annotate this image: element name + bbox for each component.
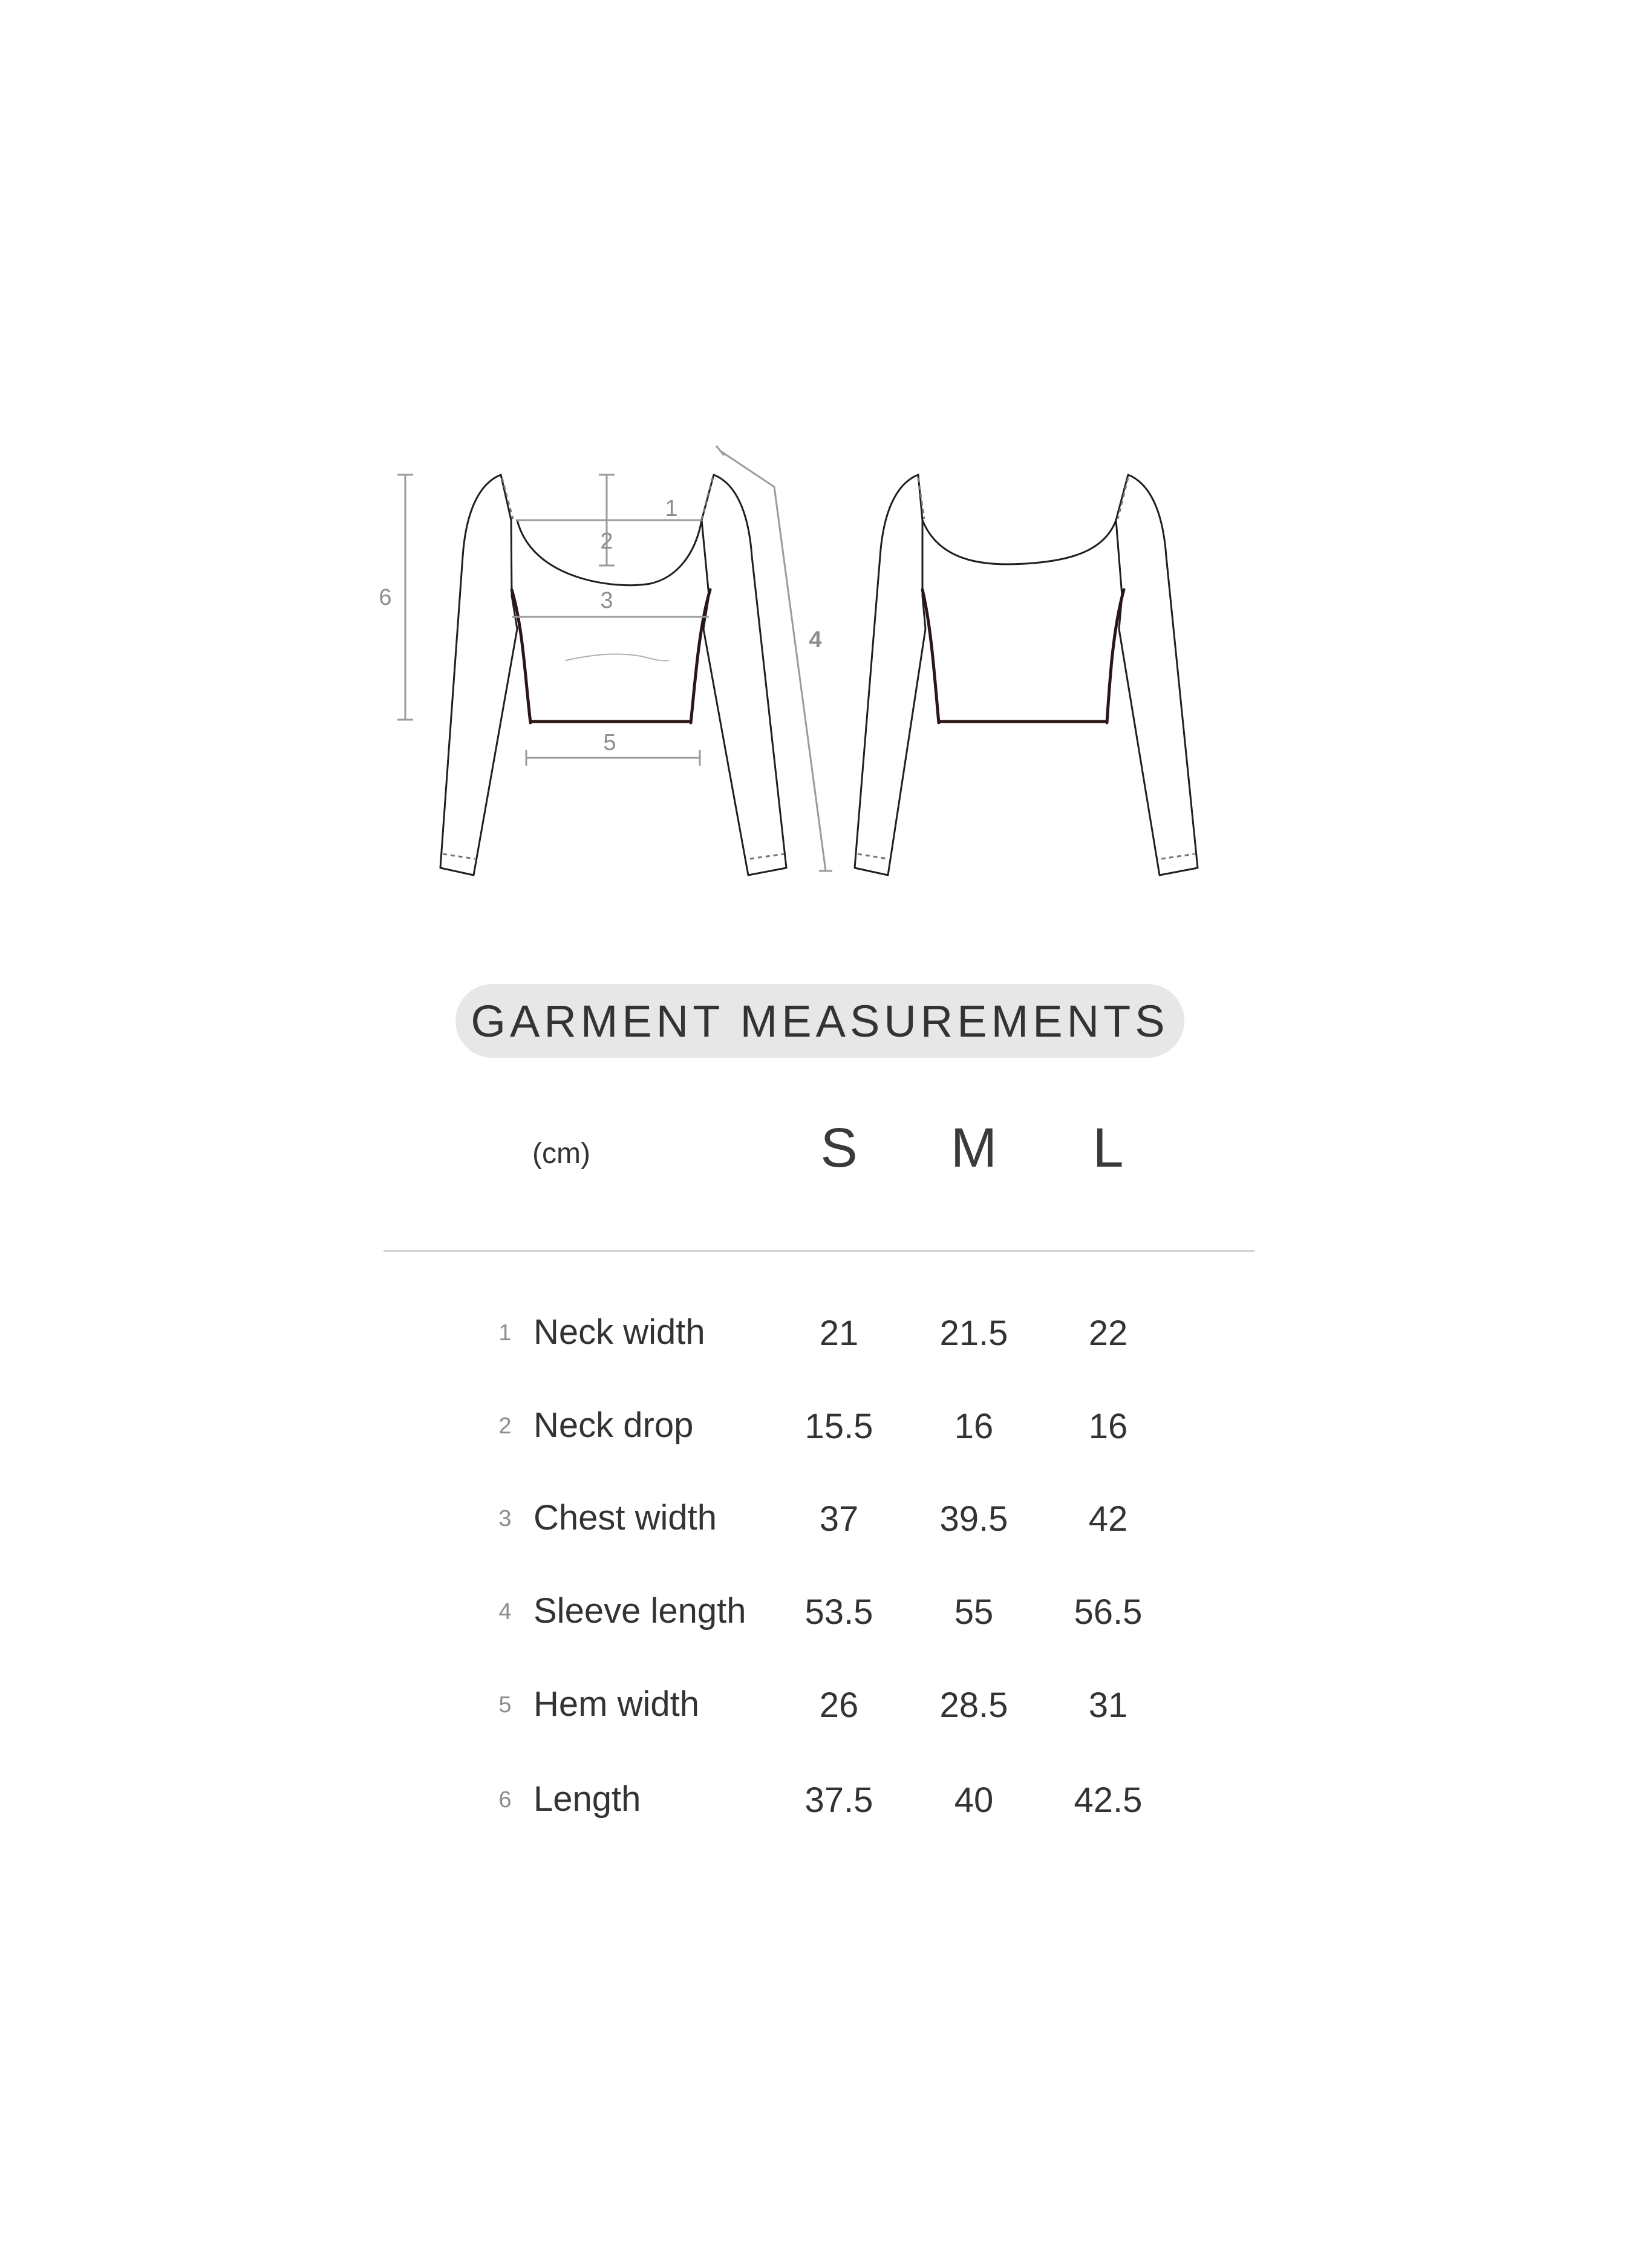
row-label: Sleeve length: [533, 1591, 746, 1631]
row-label: Neck drop: [533, 1406, 694, 1445]
row-number: 1: [498, 1320, 512, 1346]
row-label: Hem width: [533, 1684, 699, 1724]
unit-label: (cm): [532, 1138, 590, 1170]
row-number: 3: [498, 1506, 512, 1531]
value-s: 37: [819, 1499, 859, 1539]
back-left-side: [922, 590, 939, 723]
front-left-sleeve: [440, 475, 517, 875]
title-pill: [455, 984, 1184, 1058]
header-divider: [383, 1250, 1255, 1252]
row-number: 4: [498, 1599, 512, 1624]
size-header-m: M: [950, 1117, 997, 1179]
value-m: 16: [954, 1407, 994, 1446]
value-l: 22: [1088, 1314, 1128, 1353]
row-number: 6: [498, 1787, 512, 1813]
table-row: [0, 1403, 1638, 1451]
value-s: 15.5: [804, 1407, 873, 1446]
back-neckline: [922, 520, 1116, 564]
row-number: 2: [498, 1413, 512, 1439]
value-l: 16: [1088, 1407, 1128, 1446]
value-s: 37.5: [804, 1781, 873, 1820]
row-label: Chest width: [533, 1498, 717, 1537]
back-view: [855, 475, 1198, 875]
value-m: 40: [954, 1781, 994, 1820]
measure-label-5: 5: [603, 730, 616, 755]
size-header-l: L: [1092, 1117, 1124, 1179]
table-row: [0, 1681, 1638, 1730]
measure-label-4: 4: [809, 627, 822, 653]
value-s: 53.5: [804, 1592, 873, 1632]
value-m: 28.5: [939, 1686, 1008, 1725]
row-label: Neck width: [533, 1312, 705, 1352]
value-m: 55: [954, 1592, 994, 1632]
front-right-sleeve: [702, 475, 786, 875]
measure-label-1: 1: [665, 496, 678, 521]
row-label: Length: [533, 1779, 641, 1819]
table-row: [0, 1588, 1638, 1637]
value-m: 21.5: [939, 1314, 1008, 1353]
table-row: [0, 1776, 1638, 1825]
front-chest-drape: [566, 654, 668, 660]
measure-label-6: 6: [379, 585, 392, 610]
size-header-s: S: [820, 1117, 858, 1179]
value-s: 21: [819, 1314, 859, 1353]
value-s: 26: [819, 1686, 859, 1725]
value-m: 39.5: [939, 1499, 1008, 1539]
value-l: 42.5: [1074, 1781, 1143, 1820]
value-l: 31: [1088, 1686, 1128, 1725]
table-row: [0, 1309, 1638, 1358]
garment-flat-drawing: [0, 0, 1638, 931]
value-l: 56.5: [1074, 1592, 1143, 1632]
back-left-sleeve: [855, 475, 925, 875]
row-number: 5: [498, 1692, 512, 1718]
back-right-sleeve: [1116, 475, 1198, 875]
page-title: GARMENT MEASUREMENTS: [471, 996, 1169, 1046]
value-l: 42: [1088, 1499, 1128, 1539]
table-row: [0, 1495, 1638, 1543]
front-view: [440, 475, 786, 875]
measure-label-2: 2: [600, 529, 613, 554]
measure-label-3: 3: [600, 588, 613, 613]
